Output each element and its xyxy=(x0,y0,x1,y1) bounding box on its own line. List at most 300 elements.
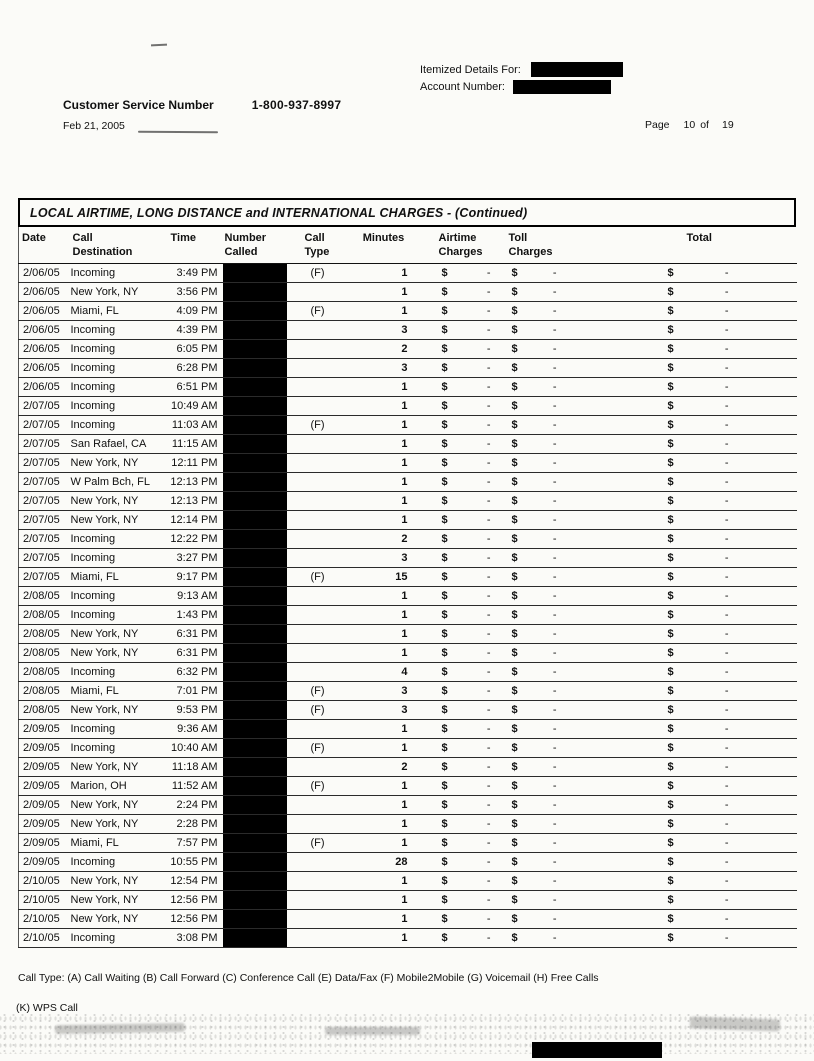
currency-symbol: $ xyxy=(441,323,448,336)
cell-date: 2/09/05 xyxy=(19,719,65,738)
cell-date: 2/06/05 xyxy=(19,339,65,358)
currency-symbol: $ xyxy=(441,304,448,317)
table-row xyxy=(19,643,797,662)
cell-call-type xyxy=(287,909,349,928)
cell-toll-charges xyxy=(499,529,567,548)
cell-total xyxy=(567,510,797,529)
cell-airtime-charges xyxy=(419,434,499,453)
customer-service-number: 1-800-937-8997 xyxy=(251,98,342,112)
table-row xyxy=(19,377,797,396)
cell-minutes: 1 xyxy=(349,491,419,510)
amount-value: - xyxy=(552,266,557,279)
cell-toll-charges xyxy=(499,301,567,320)
currency-symbol: $ xyxy=(667,665,674,678)
cell-toll-charges xyxy=(499,852,567,871)
amount-value: - xyxy=(724,855,729,868)
cell-time: 7:01 PM xyxy=(165,681,223,700)
amount-value: - xyxy=(552,855,557,868)
cell-minutes: 1 xyxy=(349,776,419,795)
call-details-table xyxy=(18,227,797,948)
cell-minutes: 1 xyxy=(349,301,419,320)
cell-toll-charges xyxy=(499,738,567,757)
cell-total xyxy=(567,415,797,434)
cell-destination: New York, NY xyxy=(65,453,165,472)
cell-destination: Incoming xyxy=(65,586,165,605)
cell-number-called-redacted xyxy=(223,491,287,510)
amount-value: - xyxy=(724,532,729,545)
cell-minutes: 1 xyxy=(349,282,419,301)
cell-total xyxy=(567,320,797,339)
cell-number-called-redacted xyxy=(223,776,287,795)
amount-value: - xyxy=(486,589,491,602)
amount-value: - xyxy=(552,646,557,659)
currency-symbol: $ xyxy=(511,627,518,640)
cell-minutes: 1 xyxy=(349,586,419,605)
cell-number-called-redacted xyxy=(223,377,287,396)
currency-symbol: $ xyxy=(511,912,518,925)
cell-total xyxy=(567,434,797,453)
amount-value: - xyxy=(724,684,729,697)
cell-destination: New York, NY xyxy=(65,871,165,890)
cell-date: 2/10/05 xyxy=(19,890,65,909)
amount-value: - xyxy=(486,817,491,830)
page-indicator xyxy=(645,119,734,131)
page-label: Page xyxy=(645,119,670,131)
cell-call-type xyxy=(287,472,349,491)
table-row xyxy=(19,567,797,586)
column-header-minutes: Minutes xyxy=(349,227,419,263)
cell-airtime-charges xyxy=(419,548,499,567)
currency-symbol: $ xyxy=(667,323,674,336)
cell-call-type xyxy=(287,605,349,624)
table-row xyxy=(19,529,797,548)
currency-symbol: $ xyxy=(511,361,518,374)
cell-time: 3:49 PM xyxy=(165,263,223,282)
cell-number-called-redacted xyxy=(223,833,287,852)
cell-total xyxy=(567,377,797,396)
cell-time: 4:09 PM xyxy=(165,301,223,320)
cell-minutes: 1 xyxy=(349,814,419,833)
amount-value: - xyxy=(486,855,491,868)
cell-airtime-charges xyxy=(419,909,499,928)
cell-total xyxy=(567,282,797,301)
table-row xyxy=(19,586,797,605)
amount-value: - xyxy=(486,342,491,355)
cell-toll-charges xyxy=(499,757,567,776)
cell-time: 7:57 PM xyxy=(165,833,223,852)
currency-symbol: $ xyxy=(667,627,674,640)
currency-symbol: $ xyxy=(441,285,448,298)
page-of-label: of xyxy=(700,119,709,131)
cell-destination: W Palm Bch, FL xyxy=(65,472,165,491)
currency-symbol: $ xyxy=(511,551,518,564)
cell-destination: New York, NY xyxy=(65,491,165,510)
cell-toll-charges xyxy=(499,396,567,415)
cell-number-called-redacted xyxy=(223,719,287,738)
scan-artifact-dash xyxy=(151,44,167,47)
cell-number-called-redacted xyxy=(223,567,287,586)
cell-time: 12:11 PM xyxy=(165,453,223,472)
amount-value: - xyxy=(552,323,557,336)
cell-call-type xyxy=(287,624,349,643)
cell-minutes: 3 xyxy=(349,548,419,567)
table-row xyxy=(19,833,797,852)
cell-number-called-redacted xyxy=(223,662,287,681)
currency-symbol: $ xyxy=(511,589,518,602)
cell-destination: Miami, FL xyxy=(65,567,165,586)
cell-call-type: (F) xyxy=(287,833,349,852)
currency-symbol: $ xyxy=(511,836,518,849)
amount-value: - xyxy=(552,893,557,906)
cell-date: 2/08/05 xyxy=(19,700,65,719)
table-row xyxy=(19,434,797,453)
currency-symbol: $ xyxy=(441,551,448,564)
amount-value: - xyxy=(486,570,491,583)
currency-symbol: $ xyxy=(667,285,674,298)
currency-symbol: $ xyxy=(667,456,674,469)
cell-time: 3:56 PM xyxy=(165,282,223,301)
cell-toll-charges xyxy=(499,586,567,605)
cell-destination: New York, NY xyxy=(65,814,165,833)
currency-symbol: $ xyxy=(511,437,518,450)
cell-toll-charges xyxy=(499,700,567,719)
cell-minutes: 1 xyxy=(349,928,419,947)
currency-symbol: $ xyxy=(511,703,518,716)
currency-symbol: $ xyxy=(441,361,448,374)
cell-airtime-charges xyxy=(419,472,499,491)
amount-value: - xyxy=(486,475,491,488)
amount-value: - xyxy=(486,304,491,317)
cell-minutes: 1 xyxy=(349,624,419,643)
cell-call-type xyxy=(287,928,349,947)
table-row xyxy=(19,605,797,624)
amount-value: - xyxy=(486,608,491,621)
charges-table-section xyxy=(18,198,796,948)
cell-call-type xyxy=(287,491,349,510)
currency-symbol: $ xyxy=(441,874,448,887)
cell-number-called-redacted xyxy=(223,814,287,833)
amount-value: - xyxy=(552,437,557,450)
cell-total xyxy=(567,890,797,909)
cell-toll-charges xyxy=(499,491,567,510)
currency-symbol: $ xyxy=(441,494,448,507)
cell-total xyxy=(567,814,797,833)
cell-date: 2/07/05 xyxy=(19,415,65,434)
cell-date: 2/08/05 xyxy=(19,662,65,681)
cell-toll-charges xyxy=(499,567,567,586)
amount-value: - xyxy=(486,646,491,659)
cell-number-called-redacted xyxy=(223,548,287,567)
amount-value: - xyxy=(552,741,557,754)
cell-date: 2/07/05 xyxy=(19,434,65,453)
cell-date: 2/09/05 xyxy=(19,776,65,795)
cell-destination: New York, NY xyxy=(65,510,165,529)
amount-value: - xyxy=(552,608,557,621)
currency-symbol: $ xyxy=(441,684,448,697)
table-row xyxy=(19,681,797,700)
cell-number-called-redacted xyxy=(223,358,287,377)
cell-airtime-charges xyxy=(419,662,499,681)
cell-call-type xyxy=(287,852,349,871)
cell-destination: Incoming xyxy=(65,396,165,415)
amount-value: - xyxy=(486,798,491,811)
amount-value: - xyxy=(724,931,729,944)
amount-value: - xyxy=(486,494,491,507)
cell-minutes: 1 xyxy=(349,510,419,529)
cell-time: 3:08 PM xyxy=(165,928,223,947)
cell-time: 10:55 PM xyxy=(165,852,223,871)
cell-date: 2/07/05 xyxy=(19,510,65,529)
cell-destination: New York, NY xyxy=(65,282,165,301)
cell-date: 2/10/05 xyxy=(19,909,65,928)
cell-time: 12:56 PM xyxy=(165,890,223,909)
table-row xyxy=(19,263,797,282)
cell-call-type: (F) xyxy=(287,700,349,719)
currency-symbol: $ xyxy=(441,912,448,925)
amount-value: - xyxy=(552,798,557,811)
cell-time: 9:17 PM xyxy=(165,567,223,586)
cell-call-type xyxy=(287,282,349,301)
amount-value: - xyxy=(552,703,557,716)
cell-date: 2/06/05 xyxy=(19,263,65,282)
amount-value: - xyxy=(724,304,729,317)
cell-toll-charges xyxy=(499,415,567,434)
cell-date: 2/09/05 xyxy=(19,833,65,852)
currency-symbol: $ xyxy=(511,684,518,697)
cell-total xyxy=(567,567,797,586)
currency-symbol: $ xyxy=(511,323,518,336)
currency-symbol: $ xyxy=(667,779,674,792)
currency-symbol: $ xyxy=(667,589,674,602)
cell-airtime-charges xyxy=(419,263,499,282)
cell-airtime-charges xyxy=(419,301,499,320)
currency-symbol: $ xyxy=(441,627,448,640)
cell-call-type xyxy=(287,586,349,605)
cell-total xyxy=(567,776,797,795)
currency-symbol: $ xyxy=(667,513,674,526)
cell-call-type xyxy=(287,643,349,662)
cell-total xyxy=(567,795,797,814)
column-header-total: Total xyxy=(567,227,797,263)
table-row xyxy=(19,814,797,833)
amount-value: - xyxy=(552,722,557,735)
currency-symbol: $ xyxy=(667,893,674,906)
cell-minutes: 1 xyxy=(349,415,419,434)
cell-destination: Miami, FL xyxy=(65,301,165,320)
cell-minutes: 2 xyxy=(349,339,419,358)
cell-number-called-redacted xyxy=(223,852,287,871)
amount-value: - xyxy=(724,589,729,602)
itemized-details-block xyxy=(420,61,623,95)
cell-time: 12:54 PM xyxy=(165,871,223,890)
cell-date: 2/06/05 xyxy=(19,358,65,377)
cell-minutes: 1 xyxy=(349,453,419,472)
currency-symbol: $ xyxy=(441,513,448,526)
amount-value: - xyxy=(486,551,491,564)
cell-date: 2/08/05 xyxy=(19,681,65,700)
amount-value: - xyxy=(724,513,729,526)
cell-minutes: 1 xyxy=(349,738,419,757)
currency-symbol: $ xyxy=(511,722,518,735)
cell-total xyxy=(567,700,797,719)
table-row xyxy=(19,624,797,643)
amount-value: - xyxy=(486,513,491,526)
cell-number-called-redacted xyxy=(223,510,287,529)
currency-symbol: $ xyxy=(441,836,448,849)
call-table-body xyxy=(19,263,797,947)
currency-symbol: $ xyxy=(667,570,674,583)
customer-service-line xyxy=(63,98,341,112)
currency-symbol: $ xyxy=(441,475,448,488)
cell-airtime-charges xyxy=(419,890,499,909)
column-header-airtime: Airtime Charges xyxy=(419,227,499,263)
call-type-legend: Call Type: (A) Call Waiting (B) Call Forward (C) Conference Call (E) Data/Fax (F) Mobile2Mobile (G) Voicemail (H) Free Calls xyxy=(18,972,599,984)
amount-value: - xyxy=(552,817,557,830)
currency-symbol: $ xyxy=(511,817,518,830)
cell-minutes: 1 xyxy=(349,643,419,662)
cell-destination: Incoming xyxy=(65,358,165,377)
amount-value: - xyxy=(724,456,729,469)
amount-value: - xyxy=(552,285,557,298)
redaction-customer-name xyxy=(531,62,623,77)
cell-date: 2/07/05 xyxy=(19,567,65,586)
currency-symbol: $ xyxy=(441,399,448,412)
table-row xyxy=(19,852,797,871)
cell-date: 2/09/05 xyxy=(19,738,65,757)
amount-value: - xyxy=(552,836,557,849)
cell-airtime-charges xyxy=(419,567,499,586)
cell-toll-charges xyxy=(499,719,567,738)
amount-value: - xyxy=(724,741,729,754)
cell-total xyxy=(567,852,797,871)
table-row xyxy=(19,453,797,472)
cell-number-called-redacted xyxy=(223,282,287,301)
currency-symbol: $ xyxy=(667,475,674,488)
cell-total xyxy=(567,643,797,662)
amount-value: - xyxy=(552,532,557,545)
cell-number-called-redacted xyxy=(223,643,287,662)
cell-airtime-charges xyxy=(419,643,499,662)
cell-number-called-redacted xyxy=(223,738,287,757)
currency-symbol: $ xyxy=(667,874,674,887)
cell-call-type xyxy=(287,377,349,396)
table-row xyxy=(19,472,797,491)
cell-minutes: 15 xyxy=(349,567,419,586)
cell-date: 2/07/05 xyxy=(19,548,65,567)
currency-symbol: $ xyxy=(667,266,674,279)
table-header-row xyxy=(19,227,797,263)
amount-value: - xyxy=(486,456,491,469)
cell-date: 2/07/05 xyxy=(19,453,65,472)
amount-value: - xyxy=(486,912,491,925)
cell-date: 2/06/05 xyxy=(19,282,65,301)
currency-symbol: $ xyxy=(511,285,518,298)
amount-value: - xyxy=(724,760,729,773)
cell-airtime-charges xyxy=(419,719,499,738)
amount-value: - xyxy=(486,437,491,450)
table-row xyxy=(19,909,797,928)
cell-toll-charges xyxy=(499,282,567,301)
currency-symbol: $ xyxy=(441,741,448,754)
cell-airtime-charges xyxy=(419,529,499,548)
cell-toll-charges xyxy=(499,453,567,472)
currency-symbol: $ xyxy=(441,931,448,944)
amount-value: - xyxy=(486,779,491,792)
amount-value: - xyxy=(724,874,729,887)
cell-destination: New York, NY xyxy=(65,757,165,776)
currency-symbol: $ xyxy=(441,779,448,792)
currency-symbol: $ xyxy=(511,855,518,868)
cell-time: 11:52 AM xyxy=(165,776,223,795)
currency-symbol: $ xyxy=(667,608,674,621)
cell-date: 2/06/05 xyxy=(19,301,65,320)
cell-airtime-charges xyxy=(419,358,499,377)
currency-symbol: $ xyxy=(511,266,518,279)
cell-airtime-charges xyxy=(419,415,499,434)
amount-value: - xyxy=(552,304,557,317)
amount-value: - xyxy=(552,456,557,469)
cell-destination: New York, NY xyxy=(65,643,165,662)
page-total: 19 xyxy=(721,119,734,131)
amount-value: - xyxy=(724,893,729,906)
cell-time: 9:13 AM xyxy=(165,586,223,605)
cell-date: 2/09/05 xyxy=(19,757,65,776)
cell-date: 2/07/05 xyxy=(19,491,65,510)
currency-symbol: $ xyxy=(441,589,448,602)
cell-number-called-redacted xyxy=(223,586,287,605)
cell-total xyxy=(567,928,797,947)
amount-value: - xyxy=(486,285,491,298)
cell-total xyxy=(567,681,797,700)
cell-minutes: 3 xyxy=(349,358,419,377)
currency-symbol: $ xyxy=(667,741,674,754)
amount-value: - xyxy=(724,608,729,621)
amount-value: - xyxy=(724,323,729,336)
cell-minutes: 1 xyxy=(349,434,419,453)
amount-value: - xyxy=(552,684,557,697)
cell-toll-charges xyxy=(499,605,567,624)
cell-total xyxy=(567,263,797,282)
amount-value: - xyxy=(552,399,557,412)
cell-call-type xyxy=(287,434,349,453)
cell-number-called-redacted xyxy=(223,624,287,643)
scan-smudge xyxy=(325,1027,420,1035)
cell-call-type xyxy=(287,814,349,833)
cell-airtime-charges xyxy=(419,681,499,700)
cell-time: 6:31 PM xyxy=(165,624,223,643)
amount-value: - xyxy=(552,589,557,602)
cell-time: 6:31 PM xyxy=(165,643,223,662)
cell-total xyxy=(567,396,797,415)
table-row xyxy=(19,757,797,776)
currency-symbol: $ xyxy=(667,931,674,944)
cell-toll-charges xyxy=(499,320,567,339)
column-header-calltype: Call Type xyxy=(287,227,349,263)
cell-call-type xyxy=(287,795,349,814)
cell-time: 11:03 AM xyxy=(165,415,223,434)
cell-time: 3:27 PM xyxy=(165,548,223,567)
cell-destination: Incoming xyxy=(65,263,165,282)
cell-minutes: 2 xyxy=(349,529,419,548)
cell-minutes: 1 xyxy=(349,719,419,738)
currency-symbol: $ xyxy=(441,418,448,431)
cell-total xyxy=(567,833,797,852)
cell-minutes: 1 xyxy=(349,871,419,890)
amount-value: - xyxy=(552,361,557,374)
currency-symbol: $ xyxy=(667,418,674,431)
cell-date: 2/07/05 xyxy=(19,396,65,415)
amount-value: - xyxy=(486,665,491,678)
